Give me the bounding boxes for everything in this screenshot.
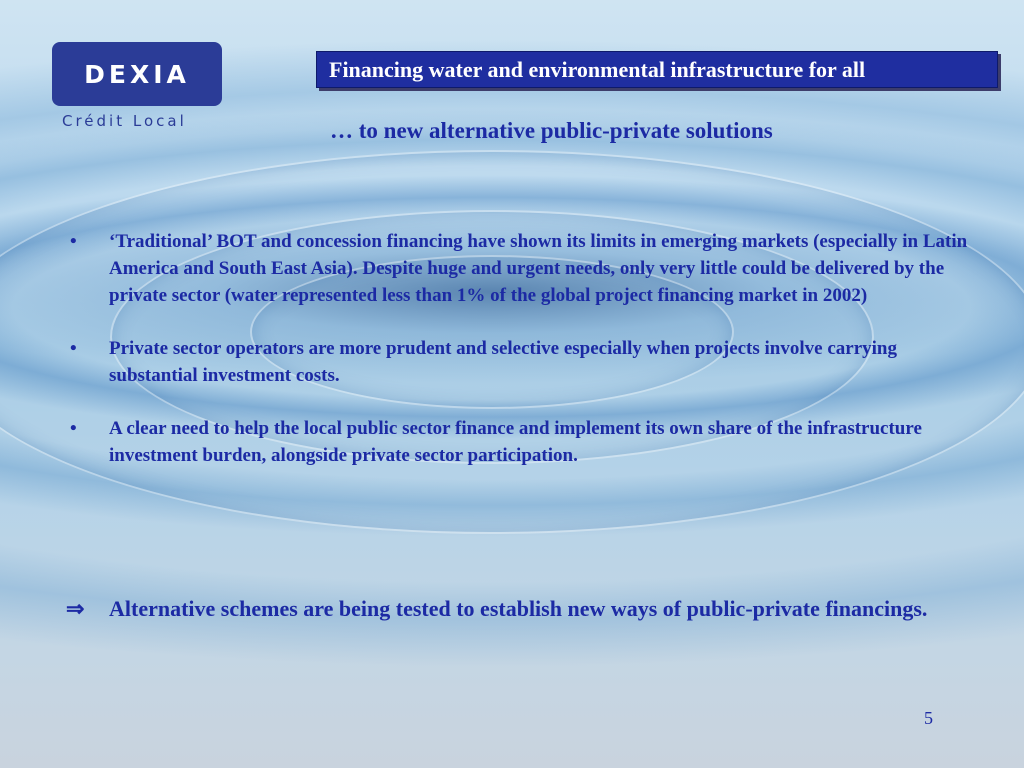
logo-subtitle: Crédit Local bbox=[62, 112, 187, 130]
bullet-item bbox=[66, 415, 986, 469]
bullet-list bbox=[66, 228, 986, 495]
conclusion bbox=[66, 594, 986, 624]
bullet-text: ‘Traditional’ BOT and concession financing have shown its limits in emerging markets (especially in Latin America and South East Asia). Despite huge and urgent needs, only very little could be delivered by the private sector (water represented less than 1% of the global project financing market in 2002) bbox=[109, 231, 968, 306]
implies-arrow-icon: ⇒ bbox=[66, 596, 85, 621]
slide-subtitle: … to new alternative public-private solutions bbox=[330, 118, 773, 143]
bullet-text: A clear need to help the local public sector finance and implement its own share of the infrastructure investment burden, alongside private sector participation. bbox=[109, 418, 922, 466]
bullet-marker: • bbox=[70, 418, 77, 439]
dexia-logo bbox=[52, 42, 222, 106]
bullet-marker: • bbox=[70, 231, 77, 252]
logo-wordmark: DEXIA bbox=[84, 59, 190, 89]
bullet-marker: • bbox=[70, 338, 77, 359]
page-number: 5 bbox=[924, 708, 933, 728]
conclusion-text: Alternative schemes are being tested to establish new ways of public-private financings. bbox=[109, 596, 928, 621]
bullet-item bbox=[66, 228, 986, 309]
bullet-item bbox=[66, 335, 986, 389]
bullet-text: Private sector operators are more prudent and selective especially when projects involve carrying substantial investment costs. bbox=[109, 338, 897, 386]
title-bar bbox=[316, 51, 998, 88]
slide-title: Financing water and environmental infrastructure for all bbox=[329, 57, 866, 82]
